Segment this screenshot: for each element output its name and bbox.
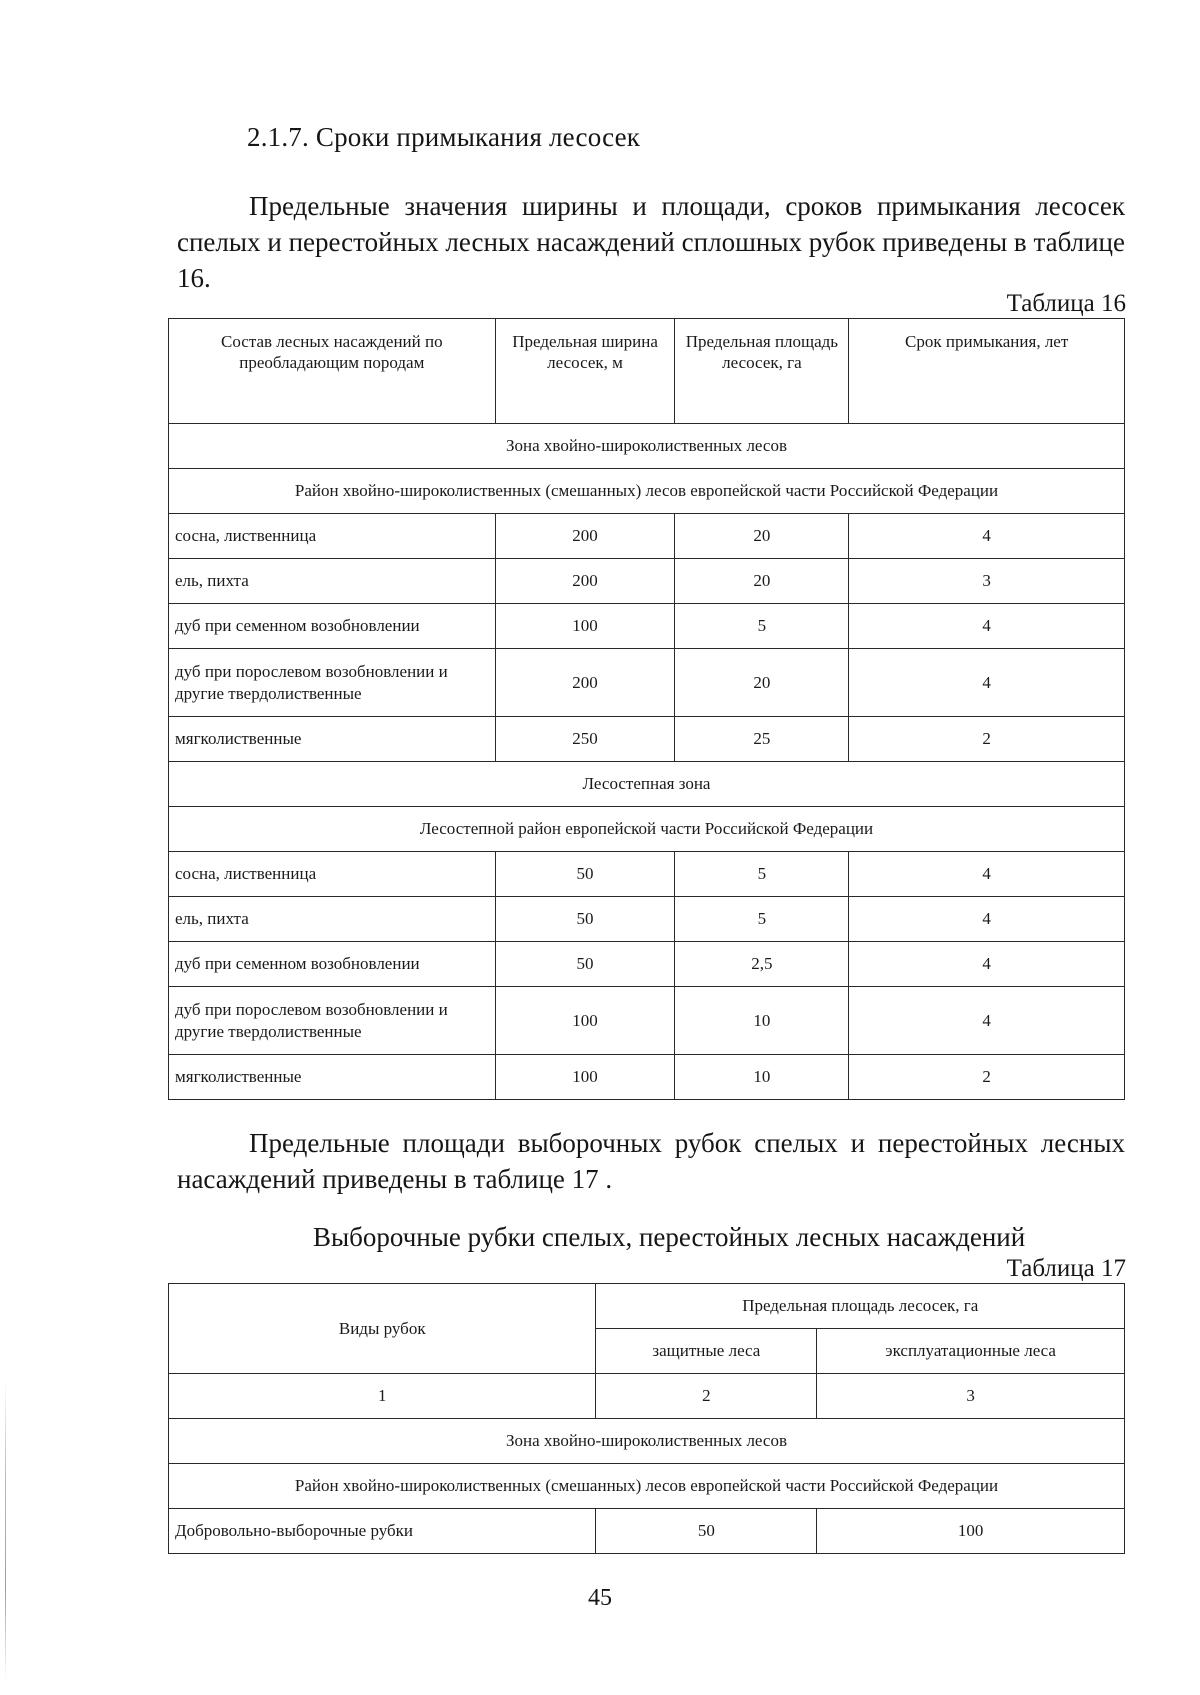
table17-body bbox=[169, 1509, 1125, 1554]
row-value: 20 bbox=[675, 514, 849, 559]
table16-header-row bbox=[169, 319, 1125, 424]
row-label: дуб при семенном возобновлении bbox=[169, 604, 496, 649]
row-value: 200 bbox=[495, 559, 675, 604]
table16-zone-mixed-forest: Зона хвойно-широколиственных лесов bbox=[169, 424, 1125, 469]
table-row bbox=[169, 1509, 1125, 1554]
table16-region-row bbox=[169, 807, 1125, 852]
row-label: ель, пихта bbox=[169, 559, 496, 604]
table-row bbox=[169, 649, 1125, 717]
table-row bbox=[169, 942, 1125, 987]
table-row bbox=[169, 514, 1125, 559]
row-value: 5 bbox=[675, 852, 849, 897]
row-value: 5 bbox=[675, 897, 849, 942]
table-17 bbox=[168, 1283, 1125, 1554]
table16-header-area: Предельная площадь лесосек, га bbox=[675, 319, 849, 424]
row-value: 200 bbox=[495, 514, 675, 559]
row-value: 4 bbox=[849, 987, 1125, 1055]
row-value: 100 bbox=[817, 1509, 1125, 1554]
table17-title: Выборочные рубки спелых, перестойных лесных насаждений bbox=[313, 1222, 1026, 1252]
table-row bbox=[169, 1055, 1125, 1100]
table17-col-number: 2 bbox=[596, 1374, 817, 1419]
row-value: 20 bbox=[675, 559, 849, 604]
row-value: 50 bbox=[495, 942, 675, 987]
table17-header-area: Предельная площадь лесосек, га bbox=[596, 1284, 1125, 1329]
row-value: 250 bbox=[495, 717, 675, 762]
row-label: сосна, лиственница bbox=[169, 852, 496, 897]
selective-cutting-paragraph: Предельные площади выборочных рубок спелых и перестойных лесных насаждений приведены в таблице 17 . bbox=[177, 1128, 1125, 1194]
table17-column-numbers-row bbox=[169, 1374, 1125, 1419]
table-16 bbox=[168, 318, 1125, 1100]
row-value: 4 bbox=[849, 942, 1125, 987]
table16-zone-row bbox=[169, 762, 1125, 807]
row-value: 2,5 bbox=[675, 942, 849, 987]
table-row bbox=[169, 559, 1125, 604]
table17-col-number: 3 bbox=[817, 1374, 1125, 1419]
row-value: 50 bbox=[495, 852, 675, 897]
table16-region-forest-steppe: Лесостепной район европейской части Российской Федерации bbox=[169, 807, 1125, 852]
table-row bbox=[169, 987, 1125, 1055]
row-value: 50 bbox=[495, 897, 675, 942]
row-value: 100 bbox=[495, 1055, 675, 1100]
table16-region-row bbox=[169, 469, 1125, 514]
row-value: 25 bbox=[675, 717, 849, 762]
row-value: 4 bbox=[849, 649, 1125, 717]
section-heading: 2.1.7. Сроки примыкания лесосек bbox=[247, 122, 641, 152]
row-label: Добровольно-выборочные рубки bbox=[169, 1509, 596, 1554]
row-label: дуб при семенном возобновлении bbox=[169, 942, 496, 987]
table-row bbox=[169, 897, 1125, 942]
row-value: 3 bbox=[849, 559, 1125, 604]
row-label: мягколиственные bbox=[169, 717, 496, 762]
table16-header-term: Срок примыкания, лет bbox=[849, 319, 1125, 424]
row-value: 5 bbox=[675, 604, 849, 649]
table16-group-forest-steppe bbox=[169, 852, 1125, 1100]
row-value: 4 bbox=[849, 897, 1125, 942]
table16-group-mixed-forest bbox=[169, 514, 1125, 762]
table17-region: Район хвойно-широколиственных (смешанных) лесов европейской части Российской Федерации bbox=[169, 1464, 1125, 1509]
row-value: 200 bbox=[495, 649, 675, 717]
table17-header-exploitation: эксплуатационные леса bbox=[817, 1329, 1125, 1374]
row-value: 100 bbox=[495, 987, 675, 1055]
intro-paragraph: Предельные значения ширины и площади, сроков примыкания лесосек спелых и перестойных лесных насаждений сплошных рубок приведены в таблице 16. bbox=[177, 191, 1125, 293]
row-value: 10 bbox=[675, 1055, 849, 1100]
table-row bbox=[169, 852, 1125, 897]
row-value: 20 bbox=[675, 649, 849, 717]
table16-zone-forest-steppe: Лесостепная зона bbox=[169, 762, 1125, 807]
table17-header-protective: защитные леса bbox=[596, 1329, 817, 1374]
table17-header-kinds: Виды рубок bbox=[169, 1284, 596, 1374]
row-value: 4 bbox=[849, 852, 1125, 897]
row-value: 4 bbox=[849, 514, 1125, 559]
row-label: ель, пихта bbox=[169, 897, 496, 942]
table16-header-composition: Состав лесных насаждений по преобладающим породам bbox=[169, 319, 496, 424]
table-row bbox=[169, 717, 1125, 762]
row-label: сосна, лиственница bbox=[169, 514, 496, 559]
table-row bbox=[169, 604, 1125, 649]
row-value: 100 bbox=[495, 604, 675, 649]
row-label: мягколиственные bbox=[169, 1055, 496, 1100]
table17-zone-row bbox=[169, 1419, 1125, 1464]
table16-region-mixed-forest: Район хвойно-широколиственных (смешанных) лесов европейской части Российской Федерации bbox=[169, 469, 1125, 514]
scan-edge-line bbox=[5, 1380, 6, 1680]
table17-header-row bbox=[169, 1284, 1125, 1329]
table17-region-row bbox=[169, 1464, 1125, 1509]
row-value: 10 bbox=[675, 987, 849, 1055]
row-value: 2 bbox=[849, 717, 1125, 762]
table17-caption: Таблица 17 bbox=[1006, 1255, 1126, 1282]
table17-zone: Зона хвойно-широколиственных лесов bbox=[169, 1419, 1125, 1464]
row-label: дуб при порослевом возобновлении и другие твердолиственные bbox=[169, 649, 496, 717]
table17-col-number: 1 bbox=[169, 1374, 596, 1419]
table16-caption: Таблица 16 bbox=[1006, 290, 1126, 317]
row-label: дуб при порослевом возобновлении и другие твердолиственные bbox=[169, 987, 496, 1055]
table16-zone-row bbox=[169, 424, 1125, 469]
row-value: 50 bbox=[596, 1509, 817, 1554]
page-number: 45 bbox=[588, 1585, 612, 1611]
table16-header-width: Предельная ширина лесосек, м bbox=[495, 319, 675, 424]
row-value: 2 bbox=[849, 1055, 1125, 1100]
row-value: 4 bbox=[849, 604, 1125, 649]
